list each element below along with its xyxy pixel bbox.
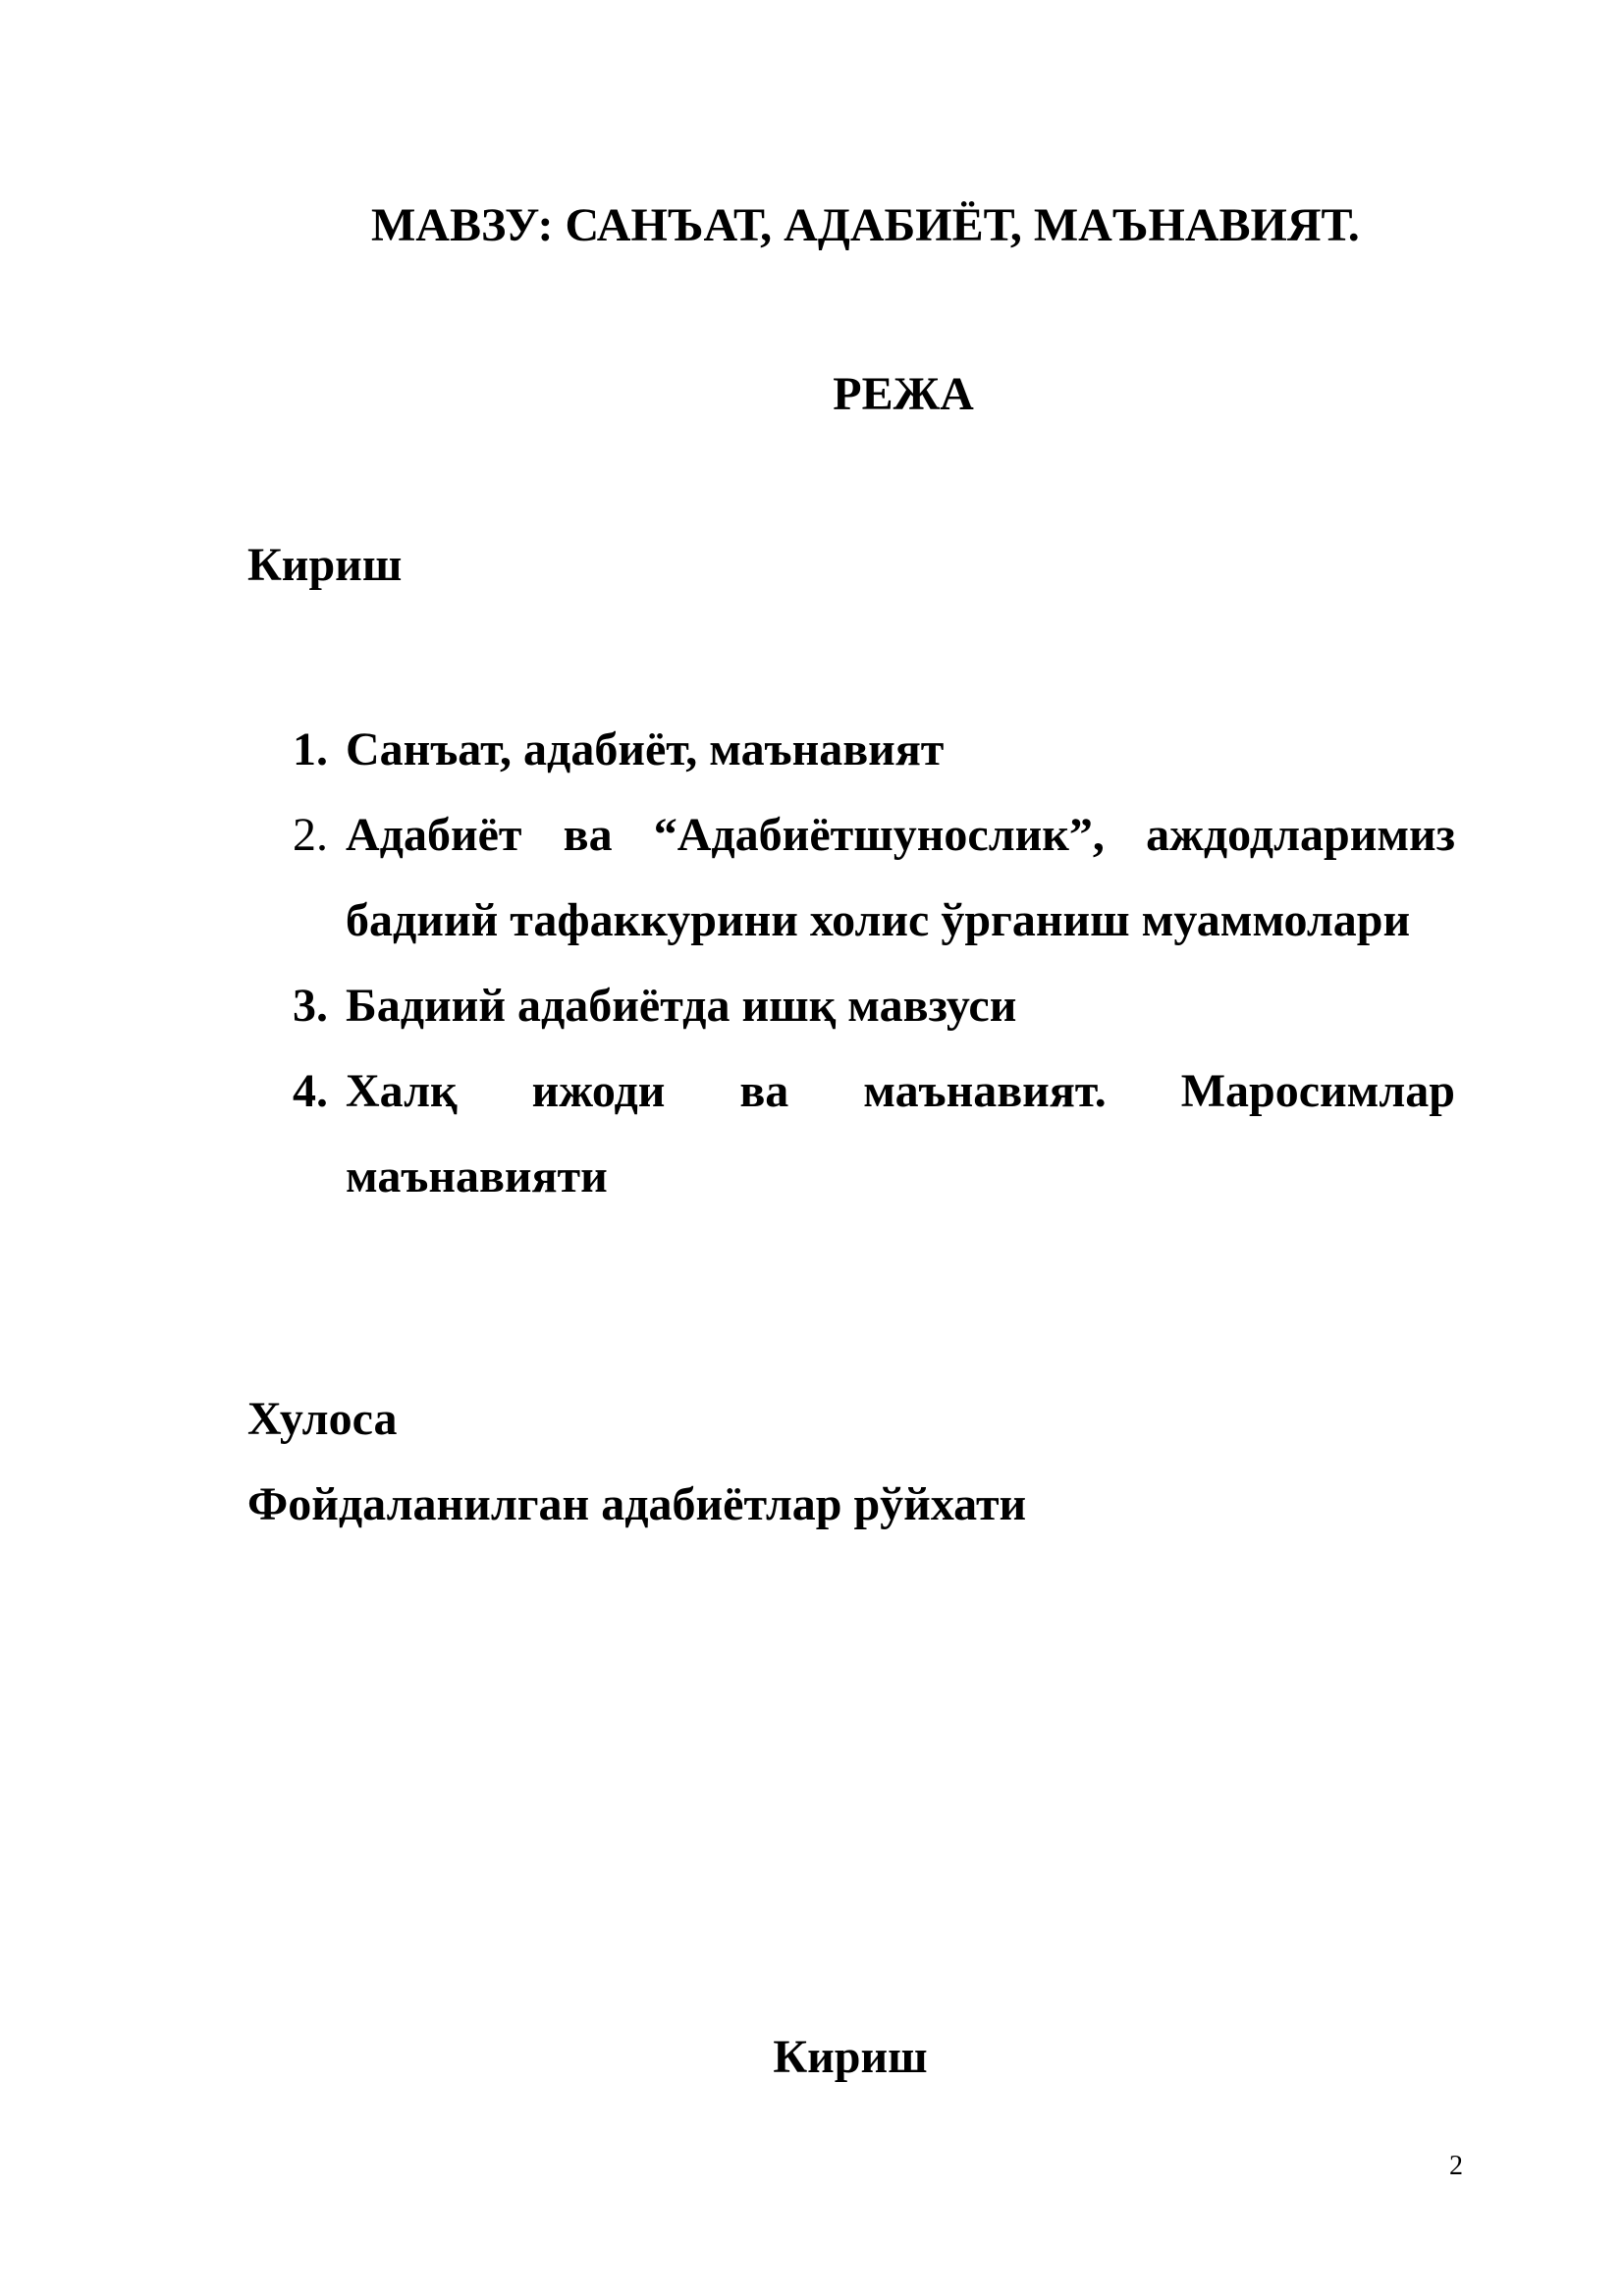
- plan-heading: РЕЖА: [833, 368, 974, 420]
- plan-item-3: [293, 963, 1455, 1048]
- intro-heading: Кириш: [773, 2031, 928, 2083]
- plan-item-text: Бадиий адабиётда ишқ мавзуси: [346, 980, 1017, 1032]
- plan-item-1: [293, 707, 1455, 792]
- plan-item-text: Санъат, адабиёт, маънавият: [346, 723, 945, 775]
- plan-item-number: 3.: [293, 980, 328, 1032]
- page-number: 2: [1449, 2151, 1463, 2181]
- plan-list: [293, 707, 1455, 1219]
- plan-item-4: [293, 1048, 1455, 1219]
- plan-item-number: 1.: [293, 723, 328, 775]
- references-label: Фойдаланилган адабиётлар рўйхати: [247, 1478, 1027, 1530]
- plan-item-number: 2.: [293, 809, 328, 861]
- conclusion-label: Хулоса: [247, 1393, 398, 1445]
- plan-item-2: [293, 792, 1455, 963]
- plan-item-text: Адабиёт ва “Адабиётшунослик”, аждодларимиз бадиий тафаккурини холис ўрганиш муаммолари: [346, 809, 1455, 946]
- plan-item-text: Халқ ижоди ва маънавият. Маросимлар маънавияти: [346, 1065, 1455, 1202]
- plan-item-number: 4.: [293, 1065, 328, 1117]
- intro-label: Кириш: [247, 539, 403, 591]
- topic-title: МАВЗУ: САНЪАТ, АДАБИЁТ, МАЪНАВИЯТ.: [371, 199, 1360, 251]
